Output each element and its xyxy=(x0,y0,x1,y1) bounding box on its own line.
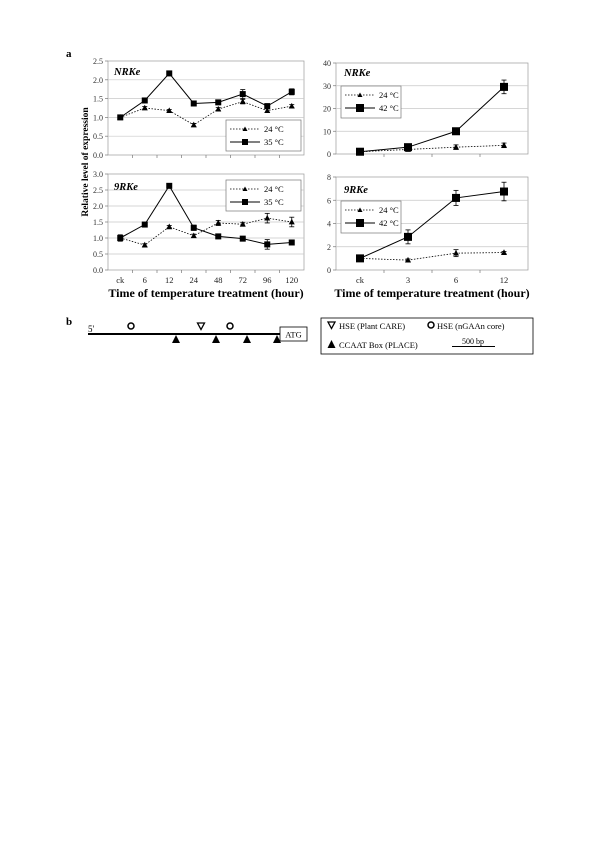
x-tick-label: ck xyxy=(116,275,125,285)
y-tick-label: 0 xyxy=(327,150,331,159)
x-axis-label-left: Time of temperature treatment (hour) xyxy=(108,286,304,300)
chart-legend xyxy=(341,201,401,233)
hse-ngaan-circle-icon xyxy=(227,323,233,329)
square-marker-icon xyxy=(117,235,123,241)
square-marker-icon xyxy=(215,99,221,105)
atg-label: ATG xyxy=(285,329,302,340)
chart-nrke-42c xyxy=(323,59,528,159)
x-tick-label: 3 xyxy=(405,275,411,285)
square-marker-icon xyxy=(289,89,295,95)
y-tick-label: 1.5 xyxy=(93,218,103,227)
hse-ngaan-circle-icon xyxy=(128,323,134,329)
y-tick-label: 0 xyxy=(327,266,331,275)
square-marker-icon xyxy=(215,233,221,239)
square-marker-icon xyxy=(404,233,412,241)
x-tick-label: 6 xyxy=(142,275,147,285)
legend-label: 35 °C xyxy=(264,137,284,147)
square-marker-icon xyxy=(142,97,148,103)
y-tick-label: 10 xyxy=(323,127,331,137)
y-tick-label: 2.0 xyxy=(93,202,103,211)
square-marker-icon xyxy=(289,239,295,245)
promoter-legend xyxy=(321,318,533,354)
ccaat-box-triangle-icon xyxy=(172,335,180,343)
square-marker-icon xyxy=(264,241,270,247)
y-tick-label: 2 xyxy=(327,242,331,252)
square-marker-icon xyxy=(240,91,246,97)
y-tick-label: 0.0 xyxy=(93,266,103,275)
square-marker-icon xyxy=(356,148,364,156)
legend-label: 35 °C xyxy=(264,197,284,207)
legend-ccaat: CCAAT Box (PLACE) xyxy=(339,340,418,350)
square-marker-icon xyxy=(500,83,508,91)
x-tick-label: 72 xyxy=(238,275,247,285)
x-tick-label: 24 xyxy=(189,275,198,285)
square-marker-icon xyxy=(500,188,508,196)
y-tick-label: 40 xyxy=(323,59,331,68)
y-tick-label: 2.5 xyxy=(93,186,103,195)
legend-label: 24 °C xyxy=(264,184,284,194)
x-tick-label: 96 xyxy=(263,275,272,285)
chart-9rke-42c xyxy=(327,173,528,285)
y-tick-label: 2.5 xyxy=(93,57,103,66)
y-tick-label: 0.0 xyxy=(93,151,103,160)
y-tick-label: 30 xyxy=(323,81,331,91)
x-tick-label: 48 xyxy=(214,275,223,285)
chart-title: NRKe xyxy=(344,68,371,79)
y-tick-label: 1.5 xyxy=(93,94,103,104)
chart-nrke-35c xyxy=(93,57,304,160)
square-marker-icon xyxy=(356,254,364,262)
chart-9rke-35c xyxy=(93,170,304,285)
ccaat-box-triangle-icon xyxy=(243,335,251,343)
square-marker-icon xyxy=(166,183,172,189)
legend-label: 24 °C xyxy=(379,90,399,100)
square-marker-icon xyxy=(242,139,248,145)
legend-hse-ngaan: HSE (nGAAn core) xyxy=(437,321,505,331)
square-marker-icon xyxy=(240,236,246,242)
y-axis-label: Relative level of expression xyxy=(81,107,91,217)
square-marker-icon xyxy=(191,100,197,106)
chart-title: NRKe xyxy=(114,67,141,78)
x-tick-label: 12 xyxy=(499,275,509,285)
y-tick-label: 1.0 xyxy=(93,113,103,123)
y-tick-label: 4 xyxy=(327,219,331,229)
promoter-diagram xyxy=(88,323,307,343)
y-tick-label: 0.5 xyxy=(93,132,103,142)
chart-title: 9RKe xyxy=(344,185,368,196)
legend-label: 24 °C xyxy=(379,205,399,215)
y-tick-label: 0.5 xyxy=(93,250,103,259)
y-tick-label: 2.0 xyxy=(93,75,103,85)
legend-label: 42 °C xyxy=(379,218,399,228)
y-tick-label: 20 xyxy=(323,104,331,114)
chart-legend xyxy=(341,86,401,118)
panel-a-label: a xyxy=(66,48,72,60)
x-tick-label: 120 xyxy=(285,275,299,285)
legend-label: 42 °C xyxy=(379,103,399,113)
x-axis-label-right: Time of temperature treatment (hour) xyxy=(334,286,530,300)
square-marker-icon xyxy=(452,194,460,202)
x-tick-label: ck xyxy=(355,275,365,285)
square-marker-icon xyxy=(191,225,197,231)
square-marker-icon xyxy=(356,219,364,227)
square-marker-icon xyxy=(142,222,148,228)
square-marker-icon xyxy=(404,143,412,151)
x-tick-label: 6 xyxy=(453,275,459,285)
square-marker-icon xyxy=(242,199,248,205)
square-marker-icon xyxy=(166,70,172,76)
y-tick-label: 1.0 xyxy=(93,234,103,243)
legend-label: 24 °C xyxy=(264,124,284,134)
ccaat-box-triangle-icon xyxy=(212,335,220,343)
y-tick-label: 3.0 xyxy=(93,170,103,179)
square-marker-icon xyxy=(264,103,270,109)
chart-title: 9RKe xyxy=(114,182,138,193)
square-marker-icon xyxy=(117,114,123,120)
chart-legend xyxy=(226,120,301,151)
circle-icon xyxy=(428,322,434,328)
chart-legend xyxy=(226,180,301,211)
five-prime-label: 5' xyxy=(88,324,95,334)
legend-hse-plant-care: HSE (Plant CARE) xyxy=(339,321,406,331)
scale-bar-label: 500 bp xyxy=(462,337,484,346)
x-tick-label: 12 xyxy=(165,275,174,285)
panel-b-label: b xyxy=(66,316,73,328)
y-tick-label: 8 xyxy=(327,173,331,182)
square-marker-icon xyxy=(356,104,364,112)
square-marker-icon xyxy=(452,127,460,135)
y-tick-label: 6 xyxy=(327,196,331,206)
hse-plant-care-triangle-icon xyxy=(198,323,205,330)
